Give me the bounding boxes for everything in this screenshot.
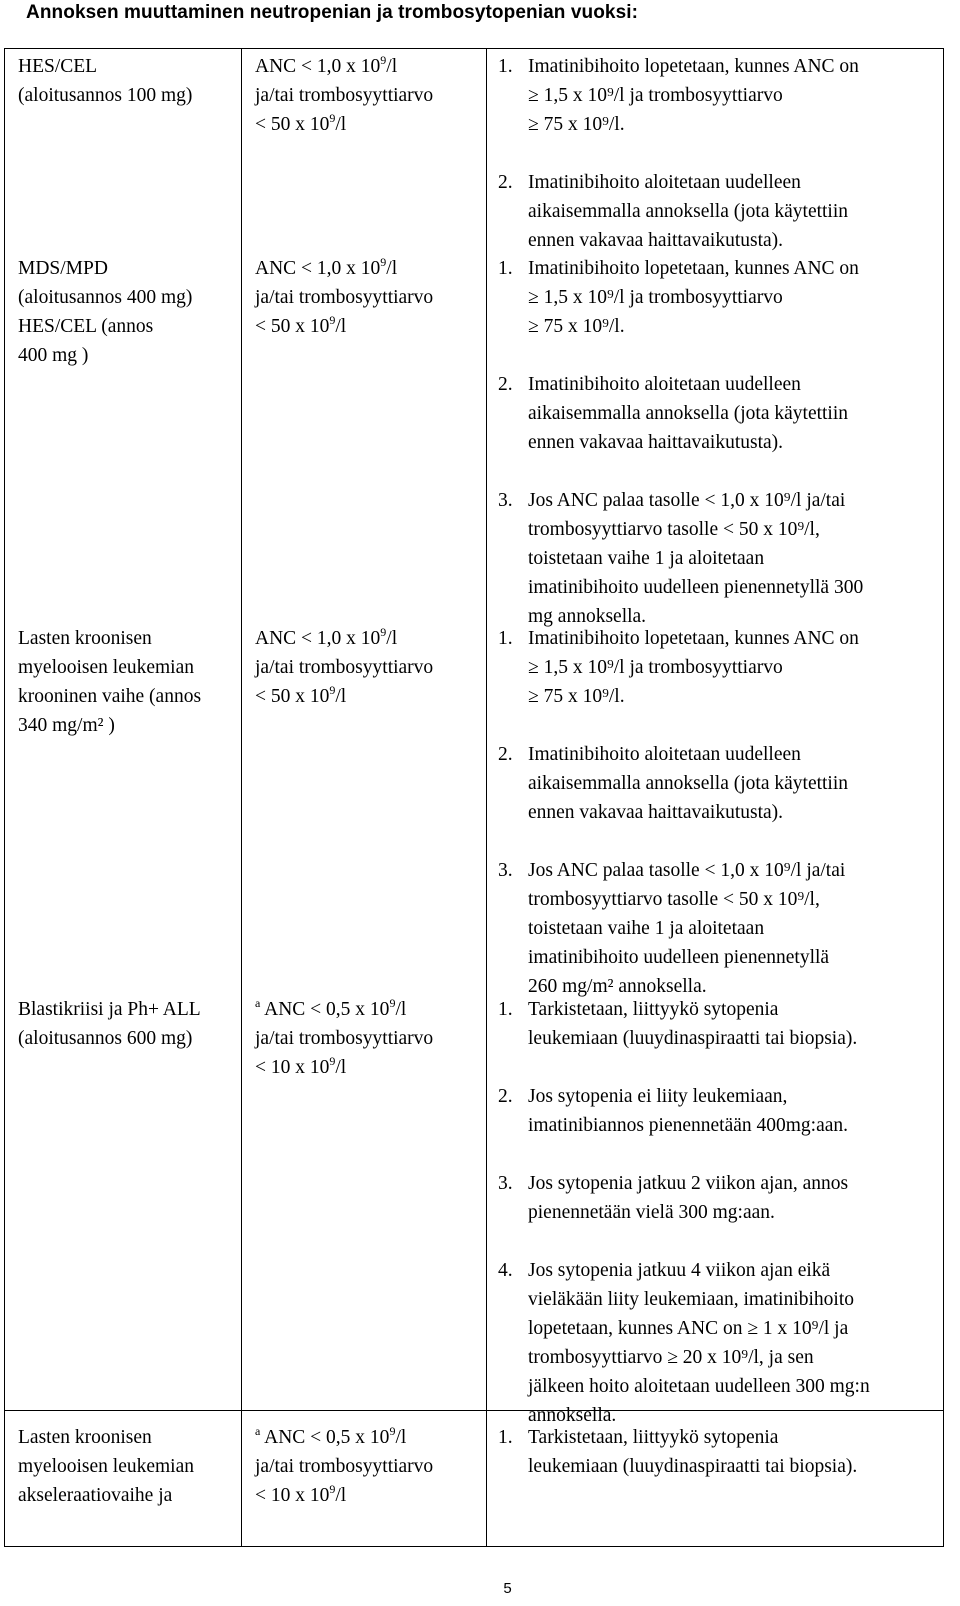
action-line: toistetaan vaihe 1 ja aloitetaan — [528, 548, 765, 569]
page-heading: Annoksen muuttaminen neutropenian ja trombosytopenian vuoksi: — [26, 2, 639, 23]
action-line: jälkeen hoito aloitetaan uudelleen 300 mg:n — [528, 1376, 870, 1397]
action-line: Imatinibihoito aloitetaan uudelleen — [528, 744, 801, 765]
indication-line: 340 mg/m² ) — [18, 715, 115, 736]
page-number: 5 — [503, 1580, 512, 1597]
action-line: ennen vakavaa haittavaikutusta). — [528, 802, 784, 823]
platelet-threshold-line — [255, 110, 485, 139]
unit: /l — [335, 1057, 347, 1078]
anc-value: ANC < 1,0 x 10 — [255, 56, 381, 77]
action-line: aikaisemmalla annoksella (jota käytettiin — [528, 201, 849, 222]
unit: /l — [386, 258, 398, 279]
action-line: lopetetaan, kunnes ANC on ≥ 1 x 10⁹/l ja — [528, 1318, 849, 1339]
unit: /l — [386, 628, 398, 649]
action-number: 1. — [498, 1427, 513, 1448]
unit: /l — [386, 56, 398, 77]
exponent: 9 — [329, 682, 336, 697]
action-line: Imatinibihoito aloitetaan uudelleen — [528, 374, 801, 395]
action-number: 4. — [498, 1260, 513, 1281]
action-item — [498, 740, 938, 827]
action-cell — [498, 995, 938, 1430]
threshold-connector: ja/tai trombosyyttiarvo — [255, 1456, 434, 1477]
exponent: 9 — [329, 312, 336, 327]
action-line: ennen vakavaa haittavaikutusta). — [528, 230, 784, 251]
threshold-connector: ja/tai trombosyyttiarvo — [255, 1028, 434, 1049]
anc-threshold-line — [255, 624, 485, 653]
unit: /l — [335, 1485, 347, 1506]
platelet-threshold-line — [255, 1481, 485, 1510]
action-line: trombosyyttiarvo ≥ 20 x 10⁹/l, ja sen — [528, 1347, 814, 1368]
action-number: 2. — [498, 374, 513, 395]
indication-line: HES/CEL — [18, 56, 98, 77]
anc-value: ANC < 0,5 x 10 — [264, 1427, 390, 1448]
unit: /l — [395, 999, 407, 1020]
action-line: toistetaan vaihe 1 ja aloitetaan — [528, 918, 765, 939]
action-line: leukemiaan (luuydinaspiraatti tai biopsia). — [528, 1028, 858, 1049]
platelet-threshold-line — [255, 682, 485, 711]
exponent: 9 — [380, 254, 387, 269]
threshold-cell — [255, 1423, 485, 1510]
action-item — [498, 856, 938, 1001]
action-line: Jos sytopenia jatkuu 4 viikon ajan eikä — [528, 1260, 831, 1281]
action-line: ennen vakavaa haittavaikutusta). — [528, 432, 784, 453]
action-item — [498, 1169, 938, 1227]
indication-cell — [18, 624, 238, 740]
action-item — [498, 1423, 938, 1481]
indication-line: Lasten kroonisen — [18, 628, 152, 649]
action-line: aikaisemmalla annoksella (jota käytettiin — [528, 403, 849, 424]
action-item — [498, 370, 938, 457]
anc-value: ANC < 0,5 x 10 — [264, 999, 390, 1020]
action-number: 1. — [498, 56, 513, 77]
exponent: 9 — [389, 995, 396, 1010]
indication-cell — [18, 1423, 238, 1510]
indication-cell — [18, 995, 238, 1053]
action-line: Imatinibihoito lopetetaan, kunnes ANC on — [528, 258, 859, 279]
threshold-connector: ja/tai trombosyyttiarvo — [255, 85, 434, 106]
action-line: vieläkään liity leukemiaan, imatinibihoito — [528, 1289, 854, 1310]
action-line: trombosyyttiarvo tasolle < 50 x 10⁹/l, — [528, 519, 820, 540]
indication-line: myelooisen leukemian — [18, 1456, 194, 1477]
exponent: 9 — [380, 52, 387, 67]
threshold-cell — [255, 995, 485, 1082]
action-line: Jos sytopenia ei liity leukemiaan, — [528, 1086, 788, 1107]
threshold-connector: ja/tai trombosyyttiarvo — [255, 287, 434, 308]
action-number: 2. — [498, 172, 513, 193]
action-item — [498, 995, 938, 1053]
column-divider — [486, 49, 487, 1546]
action-item — [498, 486, 938, 631]
action-line: annoksella. — [528, 1405, 617, 1426]
action-number: 1. — [498, 258, 513, 279]
indication-line: Blastikriisi ja Ph+ ALL — [18, 999, 201, 1020]
action-line: leukemiaan (luuydinaspiraatti tai biopsia). — [528, 1456, 858, 1477]
exponent: 9 — [329, 110, 336, 125]
action-item — [498, 1256, 938, 1430]
anc-threshold-line — [255, 995, 485, 1024]
indication-line: (aloitusannos 400 mg) — [18, 287, 193, 308]
action-line: Tarkistetaan, liittyykö sytopenia — [528, 1427, 779, 1448]
platelet-value: < 50 x 10 — [255, 316, 330, 337]
action-item — [498, 168, 938, 255]
indication-line: HES/CEL (annos — [18, 316, 154, 337]
action-line: imatinibiannos pienennetään 400mg:aan. — [528, 1115, 849, 1136]
action-item — [498, 624, 938, 711]
anc-threshold-line — [255, 52, 485, 81]
threshold-cell — [255, 624, 485, 711]
footnote-marker: a — [255, 1423, 261, 1438]
action-cell — [498, 254, 938, 631]
indication-line: krooninen vaihe (annos — [18, 686, 202, 707]
indication-cell — [18, 254, 238, 370]
dose-adjustment-table — [4, 48, 944, 1547]
threshold-cell — [255, 52, 485, 139]
unit: /l — [395, 1427, 407, 1448]
action-line: ≥ 1,5 x 10⁹/l ja trombosyyttiarvo — [528, 657, 783, 678]
anc-value: ANC < 1,0 x 10 — [255, 628, 381, 649]
platelet-value: < 50 x 10 — [255, 686, 330, 707]
action-number: 2. — [498, 1086, 513, 1107]
platelet-threshold-line — [255, 312, 485, 341]
exponent: 9 — [329, 1481, 336, 1496]
action-number: 1. — [498, 999, 513, 1020]
unit: /l — [335, 316, 347, 337]
action-line: imatinibihoito uudelleen pienennetyllä — [528, 947, 830, 968]
unit: /l — [335, 686, 347, 707]
indication-line: (aloitusannos 600 mg) — [18, 1028, 193, 1049]
action-line: trombosyyttiarvo tasolle < 50 x 10⁹/l, — [528, 889, 820, 910]
action-line: Tarkistetaan, liittyykö sytopenia — [528, 999, 779, 1020]
footnote-marker: a — [255, 995, 261, 1010]
action-cell — [498, 52, 938, 255]
indication-line: (aloitusannos 100 mg) — [18, 85, 193, 106]
action-item — [498, 52, 938, 139]
action-line: ≥ 75 x 10⁹/l. — [528, 114, 625, 135]
action-line: ≥ 75 x 10⁹/l. — [528, 316, 625, 337]
action-line: Imatinibihoito lopetetaan, kunnes ANC on — [528, 56, 859, 77]
indication-line: myelooisen leukemian — [18, 657, 194, 678]
indication-cell — [18, 52, 238, 110]
action-line: ≥ 1,5 x 10⁹/l ja trombosyyttiarvo — [528, 85, 783, 106]
action-line: Imatinibihoito lopetetaan, kunnes ANC on — [528, 628, 859, 649]
anc-threshold-line — [255, 1423, 485, 1452]
platelet-value: < 10 x 10 — [255, 1485, 330, 1506]
unit: /l — [335, 114, 347, 135]
threshold-connector: ja/tai trombosyyttiarvo — [255, 657, 434, 678]
action-line: ≥ 1,5 x 10⁹/l ja trombosyyttiarvo — [528, 287, 783, 308]
action-line: Imatinibihoito aloitetaan uudelleen — [528, 172, 801, 193]
indication-line: akseleraatiovaihe ja — [18, 1485, 173, 1506]
action-line: mg annoksella. — [528, 606, 647, 627]
action-item — [498, 1082, 938, 1140]
column-divider — [241, 49, 242, 1546]
action-number: 3. — [498, 1173, 513, 1194]
action-line: Jos ANC palaa tasolle < 1,0 x 10⁹/l ja/tai — [528, 860, 846, 881]
indication-line: MDS/MPD — [18, 258, 108, 279]
indication-line: 400 mg ) — [18, 345, 89, 366]
exponent: 9 — [389, 1423, 396, 1438]
action-line: Jos ANC palaa tasolle < 1,0 x 10⁹/l ja/tai — [528, 490, 846, 511]
anc-threshold-line — [255, 254, 485, 283]
platelet-value: < 10 x 10 — [255, 1057, 330, 1078]
action-line: 260 mg/m² annoksella. — [528, 976, 707, 997]
action-line: ≥ 75 x 10⁹/l. — [528, 686, 625, 707]
action-cell — [498, 624, 938, 1001]
action-line: Jos sytopenia jatkuu 2 viikon ajan, annos — [528, 1173, 849, 1194]
indication-line: Lasten kroonisen — [18, 1427, 152, 1448]
action-number: 3. — [498, 860, 513, 881]
platelet-value: < 50 x 10 — [255, 114, 330, 135]
action-line: pienennetään vielä 300 mg:aan. — [528, 1202, 775, 1223]
action-cell — [498, 1423, 938, 1481]
action-number: 2. — [498, 744, 513, 765]
action-number: 3. — [498, 490, 513, 511]
action-item — [498, 254, 938, 341]
platelet-threshold-line — [255, 1053, 485, 1082]
action-line: imatinibihoito uudelleen pienennetyllä 300 — [528, 577, 864, 598]
exponent: 9 — [329, 1053, 336, 1068]
exponent: 9 — [380, 624, 387, 639]
action-number: 1. — [498, 628, 513, 649]
action-line: aikaisemmalla annoksella (jota käytettiin — [528, 773, 849, 794]
threshold-cell — [255, 254, 485, 341]
anc-value: ANC < 1,0 x 10 — [255, 258, 381, 279]
